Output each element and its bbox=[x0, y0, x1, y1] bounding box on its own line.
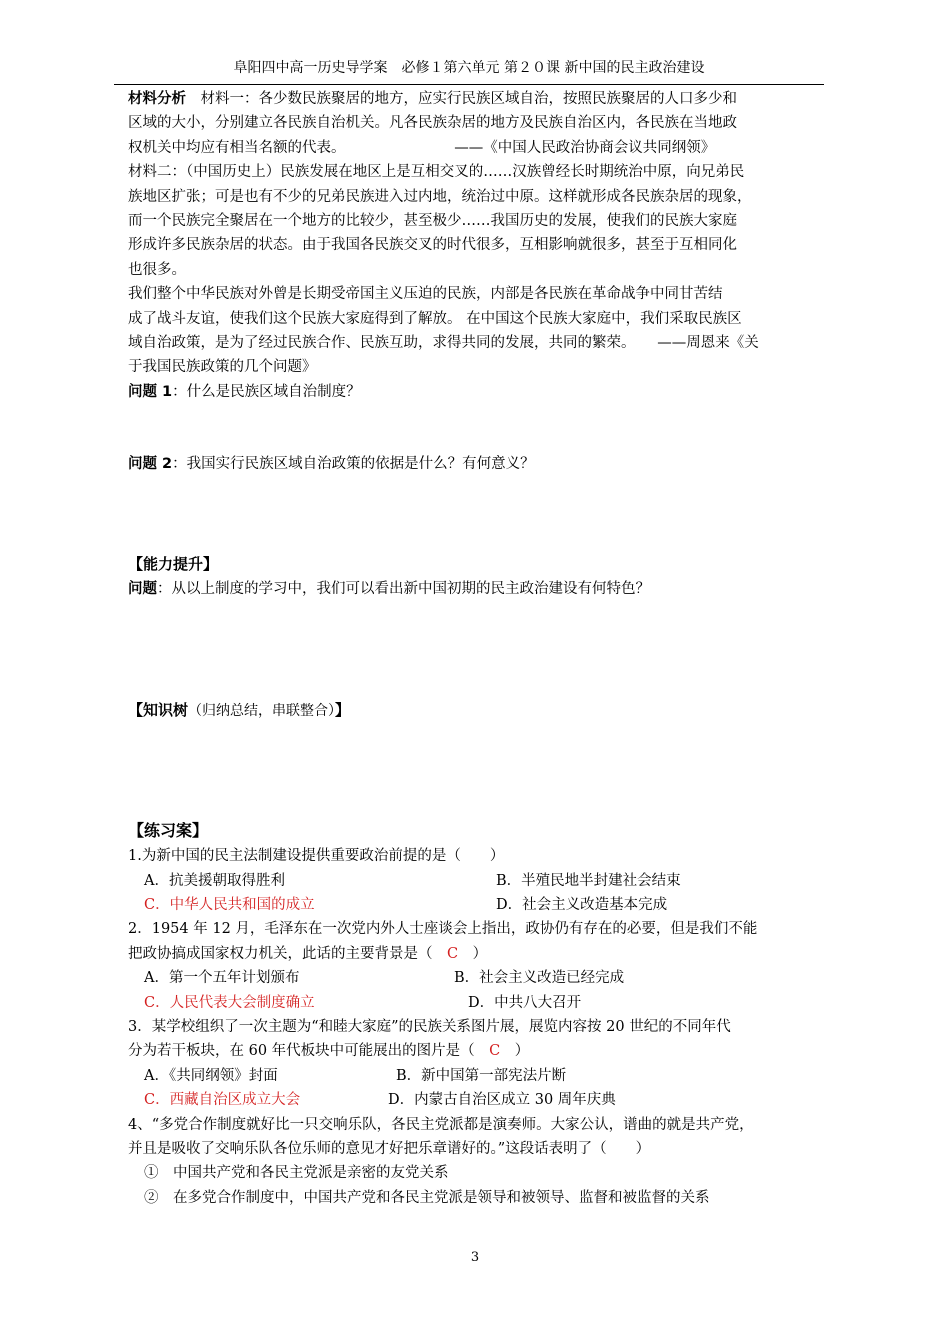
practice-q1-options-cd: C．中华人民共和国的成立 D．社会主义改造基本完成 bbox=[128, 893, 824, 917]
answer-space bbox=[128, 724, 824, 818]
answer-space bbox=[128, 404, 824, 452]
material-1: 材料分析 材料一：各少数民族聚居的地方，应实行民族区域自治，按照民族聚居的人口多少和 区域的大小，分别建立各民族自治机关。凡各民族杂居的地方及民族自治区内，各民族在当地政 权机关中均应有相当名额的代表。 ——《中国人民政治协商会议共同纲领》 bbox=[128, 91, 737, 156]
practice-q4-option-1: ① 中国共产党和各民主党派是亲密的友党关系 bbox=[144, 1165, 449, 1182]
material-label: 材料分析 bbox=[128, 91, 186, 107]
material-2: 材料二：（中国历史上）民族发展在地区上是互相交叉的……汉族曾经长时期统治中原，向兄弟民 族地区扩张；可是也有不少的兄弟民族进入过内地，统治过中原。这样就形成各民族杂居的现象， 而一个民族完全聚居在一个地方的比较少，甚至极少……我国历史的发展，使我们的民族大家庭 形成许多民族杂居的状态。由于我国各民族交叉的时代很多，互相影响就很多，甚至于互相同化 也很多。 bbox=[128, 164, 752, 278]
correct-option: C．人民代表大会制度确立 bbox=[144, 994, 315, 1011]
answer-mark: C bbox=[447, 945, 459, 962]
question-1: 问题 1：什么是民族区域自治制度？ bbox=[128, 383, 361, 400]
page-header: 阜阳四中高一历史导学案 必修１第六单元 第２０课 新中国的民主政治建设 bbox=[114, 58, 824, 85]
practice-heading: 【练习案】 bbox=[128, 821, 209, 841]
correct-option: C．中华人民共和国的成立 bbox=[144, 896, 315, 913]
ability-heading: 【能力提升】 bbox=[128, 554, 219, 573]
practice-q1-stem: 1.为新中国的民主法制建设提供重要政治前提的是（ ） bbox=[128, 848, 505, 865]
practice-q2-options-ab: A．第一个五年计划颁布 B．社会主义改造已经完成 bbox=[144, 970, 625, 987]
practice-q3-stem: 3．某学校组织了一次主题为“和睦大家庭”的民族关系图片展，展览内容按 20 世纪的不同年代 分为若干板块，在 60 年代板块中可能展出的图片是（ C ） bbox=[128, 1018, 731, 1060]
practice-q3-options-cd: C．西藏自治区成立大会 D．内蒙古自治区成立 30 周年庆典 bbox=[128, 1088, 824, 1112]
ability-question: 问题：从以上制度的学习中，我们可以看出新中国初期的民主政治建设有何特色？ bbox=[128, 580, 650, 597]
practice-q3-options-ab: A．《共同纲领》封面 B．新中国第一部宪法片断 bbox=[144, 1067, 567, 1084]
answer-mark: C bbox=[489, 1043, 501, 1060]
question-2: 问题 2：我国实行民族区域自治政策的依据是什么？有何意义？ bbox=[128, 456, 535, 473]
practice-q1-options-ab: A．抗美援朝取得胜利 B．半殖民地半封建社会结束 bbox=[144, 872, 681, 889]
document-page bbox=[128, 58, 824, 1210]
answer-space bbox=[128, 601, 824, 697]
practice-q4-option-2: ② 在多党合作制度中，中国共产党和各民主党派是领导和被领导、监督和被监督的关系 bbox=[144, 1189, 710, 1206]
material-3: 我们整个中华民族对外曾是长期受帝国主义压迫的民族，内部是各民族在革命战争中同甘苦结 成了战斗友谊，使我们这个民族大家庭得到了解放。 在中国这个民族大家庭中，我们采取民族区 域自治政策，是为了经过民族合作、民族互助，求得共同的发展，共同的繁荣。 ——周恩来《关 于我国民族政策的几个问题》 bbox=[128, 286, 759, 376]
practice-q2-stem: 2．1954 年 12 月，毛泽东在一次党内外人士座谈会上指出，政协仍有存在的必要，但是我们不能 把政协搞成国家权力机关，此话的主要背景是（ C ） bbox=[128, 921, 758, 962]
knowledge-tree-heading: 【知识树（归纳总结，串联整合）】 bbox=[128, 701, 351, 720]
correct-option: C．西藏自治区成立大会 bbox=[144, 1092, 301, 1109]
practice-q4-stem: 4、“多党合作制度就好比一只交响乐队，各民主党派都是演奏师。大家公认，谱曲的就是共产党， 并且是吸收了交响乐队各位乐师的意见才好把乐章谱好的。”这段话表明了（ ） bbox=[128, 1116, 754, 1157]
page-number: 3 bbox=[470, 1250, 480, 1265]
practice-q2-options-cd: C．人民代表大会制度确立 D．中共八大召开 bbox=[128, 991, 824, 1015]
answer-space bbox=[128, 477, 824, 551]
